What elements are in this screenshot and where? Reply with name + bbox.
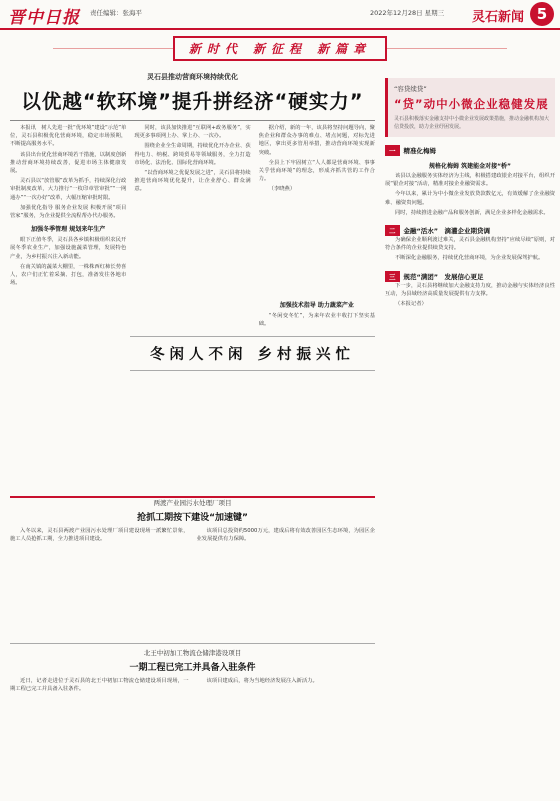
section-title: 灵石新闻 bbox=[471, 10, 524, 25]
right-paragraph: 今年以来，累计为中小微企业发放贷款数亿元，有效缓解了企业融资难、融资贵问题。 bbox=[385, 191, 555, 206]
right-section-1 bbox=[385, 145, 555, 156]
banner-divider-left bbox=[53, 48, 173, 49]
lead-paragraph: 同时，该县加快推进“互联网+政务服务”，实现更多事项网上办、掌上办、一次办。 bbox=[134, 125, 251, 140]
feature-paragraph: “冬闲变冬忙”，为来年农业丰收打下坚实基础。 bbox=[258, 312, 375, 327]
lead-paragraph: 加强优化指导 服务企业发展 积极开展“项目管家”服务，为企业提供全流程帮办代办服务。 bbox=[10, 204, 127, 220]
bottom-kicker: 两渡产业园污水处理厂项目 bbox=[153, 499, 232, 507]
lead-divider bbox=[10, 120, 375, 121]
lead-paragraph: 围绕企业全生命周期，持续优化开办企业、获得电力、纳税、跨境贸易等领域服务，全力打造市场化、法治化、国际化营商环境。 bbox=[134, 143, 251, 166]
bottom2-paragraph: 该项目建成后，将为当地经济发展注入新活力。 bbox=[206, 678, 318, 684]
lead-paragraph: 全县上下牢固树立“人人都是营商环境、事事关乎营商环境”的理念，形成齐抓共管的工作合力。 bbox=[258, 159, 375, 183]
right-summary: 灵石县积极落实金融支持中小微企业发展政策措施，推动金融机构加大信贷投放，助力企业纾困发展。 bbox=[394, 116, 550, 130]
lead-column-3 bbox=[259, 124, 375, 484]
bottom-body bbox=[10, 527, 375, 627]
bottom2-body bbox=[10, 677, 375, 777]
lead-paragraph: 该县出台优化营商环境若干措施，以制度创新推动营商环境持续改善，促进市场主体健康发展。 bbox=[10, 151, 127, 175]
feature-headline: 冬闲人不闲 乡村振兴忙 bbox=[130, 336, 375, 371]
bottom2-kicker: 北王中初加工物流仓储津港设项目 bbox=[143, 649, 242, 657]
feature-paragraph: 在南关镇的蔬菜大棚里，一株株西红柿长势喜人，农户们正忙着采摘、打包，准备发往各地市场。 bbox=[10, 263, 127, 287]
section-title: 规范“满团” 发展信心更足 bbox=[403, 272, 484, 281]
lead-paragraph: 本报讯 树人先进一批“优环境”建设“示范”单位，灵石县积极优化营商环境，稳定市场预期，不断提高服务水平。 bbox=[10, 125, 127, 148]
right-headline: “贷”动中小微企业稳健发展 bbox=[394, 97, 549, 111]
lead-article bbox=[10, 72, 375, 490]
lead-column-1 bbox=[10, 124, 126, 484]
right-paragraph: 下一步，灵石县将继续加大金融支持力度，推动金融与实体经济良性互动，为县域经济高质量发展提供有力支撑。 bbox=[385, 282, 555, 297]
section-title: 精准化梅姆 bbox=[403, 147, 436, 155]
lead-paragraph: 灵石县以“放管服”改革为抓手，持续深化行政审批制度改革，大力推行“一枚印章管审批”“一网通办”“一次办好”改革，大幅压缩审批时限。 bbox=[10, 178, 127, 201]
right-paragraph: 该县以金融服务实体经济为主线，积极搭建政银企对接平台，组织开展“银企对接”活动，精准对接企业融资需求。 bbox=[385, 173, 555, 188]
right-paragraph: （本报记者） bbox=[395, 301, 427, 308]
right-subhead: 规格化梅姆 筑建能金对接“桥” bbox=[429, 163, 511, 170]
lead-headline: 以优越“软环境”提升拼经济“硬实力” bbox=[21, 90, 364, 113]
right-kicker: “容贷续贷” bbox=[394, 85, 427, 93]
bottom-paragraph: 该项目总投资约5000万元，建成后将有效改善园区生态环境，为园区企业发展提供有力保障。 bbox=[196, 528, 375, 543]
bottom2-column-1 bbox=[10, 677, 189, 777]
banner-box bbox=[173, 36, 387, 61]
bottom2-paragraph: 近日，记者走进位于灵石县的北王中初加工物流仓储建设项目现场，一期工程已完工并具备入驻条件。 bbox=[10, 678, 189, 693]
bottom2-column-2 bbox=[197, 677, 376, 777]
lead-kicker: 灵石县推动营商环境持续优化 bbox=[147, 73, 238, 81]
bottom-article-2 bbox=[10, 643, 375, 777]
bottom-paragraph: 入冬以来，灵石县两渡产业园污水处理厂项目建设现场一派繁忙景象，施工人员抢抓工期，全力推进项目建设。 bbox=[10, 528, 189, 543]
lead-column-2 bbox=[134, 124, 250, 484]
banner-divider-right bbox=[387, 48, 507, 49]
issue-date: 2022年12月28日 星期三 bbox=[370, 9, 445, 17]
feature-subhead: 加强技术指导 助力蔬菜产业 bbox=[279, 301, 354, 309]
right-paragraph: 不断深化金融服务，持续优化营商环境，为企业发展保驾护航。 bbox=[395, 255, 544, 262]
right-column-article bbox=[385, 78, 555, 778]
section-number-tag: 三 bbox=[385, 271, 400, 282]
lead-paragraph: 据介绍，新的一年，该县将坚持问题导向，聚焦企业和群众办事的难点、堵点问题，对标先进地区，拿出更多管用举措，推动营商环境实现新突破。 bbox=[258, 125, 375, 156]
newspaper-logo: 晋中日报 bbox=[8, 8, 80, 28]
right-section-2 bbox=[385, 225, 555, 236]
bottom-headline: 抢抓工期按下建设“加速键” bbox=[137, 513, 248, 523]
section-number-tag: 一 bbox=[385, 145, 400, 156]
feature-subhead: 加强冬季管理 规划来年生产 bbox=[31, 226, 106, 234]
bottom-column-2 bbox=[197, 527, 376, 627]
bottom-articles bbox=[10, 496, 375, 796]
right-section-3 bbox=[385, 271, 555, 282]
section-title: 金融“活水” 滴灌企业期贷调 bbox=[403, 227, 491, 236]
page-number-badge: 5 bbox=[530, 2, 554, 26]
bottom2-headline: 一期工程已完工并具备入驻条件 bbox=[129, 663, 256, 673]
lead-paragraph: （李晓燕） bbox=[268, 186, 296, 193]
banner bbox=[0, 33, 560, 63]
lead-paragraph: “以营商环境之优促发展之进”，灵石县将持续推进营商环境优化提升，让企业舒心、群众满意。 bbox=[134, 170, 251, 193]
right-paragraph: 为确保企业顺利渡过难关，灵石县金融机构坚持“应续尽续”原则，对符合条件的企业提供续贷支持。 bbox=[385, 237, 555, 252]
bottom-column-1 bbox=[10, 527, 189, 627]
section-number-tag: 二 bbox=[385, 225, 400, 236]
right-header-box bbox=[385, 78, 555, 137]
banner-slogan: 新时代 新征程 新篇章 bbox=[188, 41, 372, 56]
right-paragraph: 同时，持续推进金融产品和服务创新，满足企业多样化金融需求。 bbox=[395, 209, 549, 216]
lead-body bbox=[10, 124, 375, 484]
feature-paragraph: 眼下正值冬季，灵石县各乡镇积极组织农民开展冬季农业生产，加强设施蔬菜管理，发展特色产业，为乡村振兴注入新动能。 bbox=[10, 237, 127, 260]
masthead bbox=[0, 0, 560, 30]
editor-label: 责任编辑：张海平 bbox=[90, 9, 142, 17]
